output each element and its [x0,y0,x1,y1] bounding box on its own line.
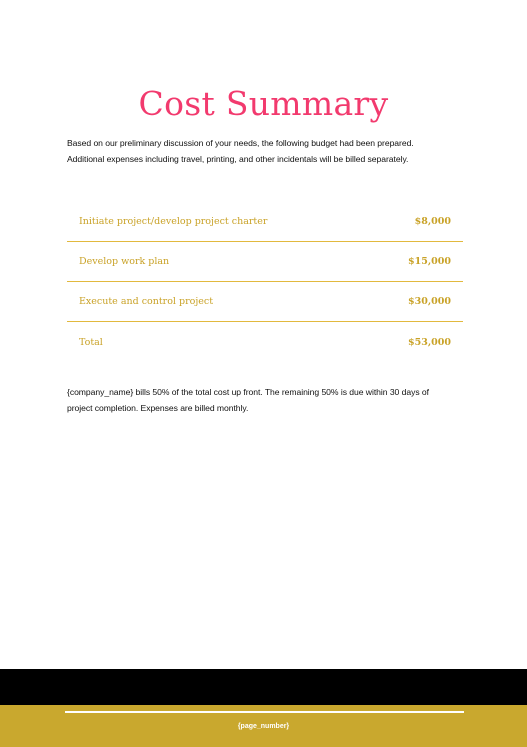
billing-note [67,385,467,416]
total-amount: $53,000 [408,336,451,348]
total-label: Total [79,336,103,348]
page-number: {page_number} [237,723,290,730]
cost-item-label: Execute and control project [79,296,214,307]
intro-line: Additional expenses including travel, printing, and other incidentals will be billed separately. [67,153,409,164]
cost-item-amount: $8,000 [414,216,451,227]
intro-paragraph [67,136,467,167]
cost-row [67,202,463,242]
footer-gold-band [0,705,527,747]
total-row [67,322,463,362]
note-line: {company_name} bills 50% of the total cost up front. The remaining 50% is due within 30 days of [67,387,429,397]
cost-row [67,282,463,322]
note-line: project completion. Expenses are billed monthly. [67,402,249,413]
page-title: Cost Summary [138,84,389,123]
intro-line: Based on our preliminary discussion of your needs, the following budget had been prepared. [67,138,414,148]
cost-item-amount: $30,000 [408,296,451,307]
cost-item-amount: $15,000 [408,256,451,267]
footer-black-band [0,669,527,705]
cost-row [67,242,463,282]
footer-divider [65,711,464,713]
cost-item-label: Initiate project/develop project charter [79,216,268,227]
cost-item-label: Develop work plan [79,256,170,267]
cost-table [67,202,463,362]
